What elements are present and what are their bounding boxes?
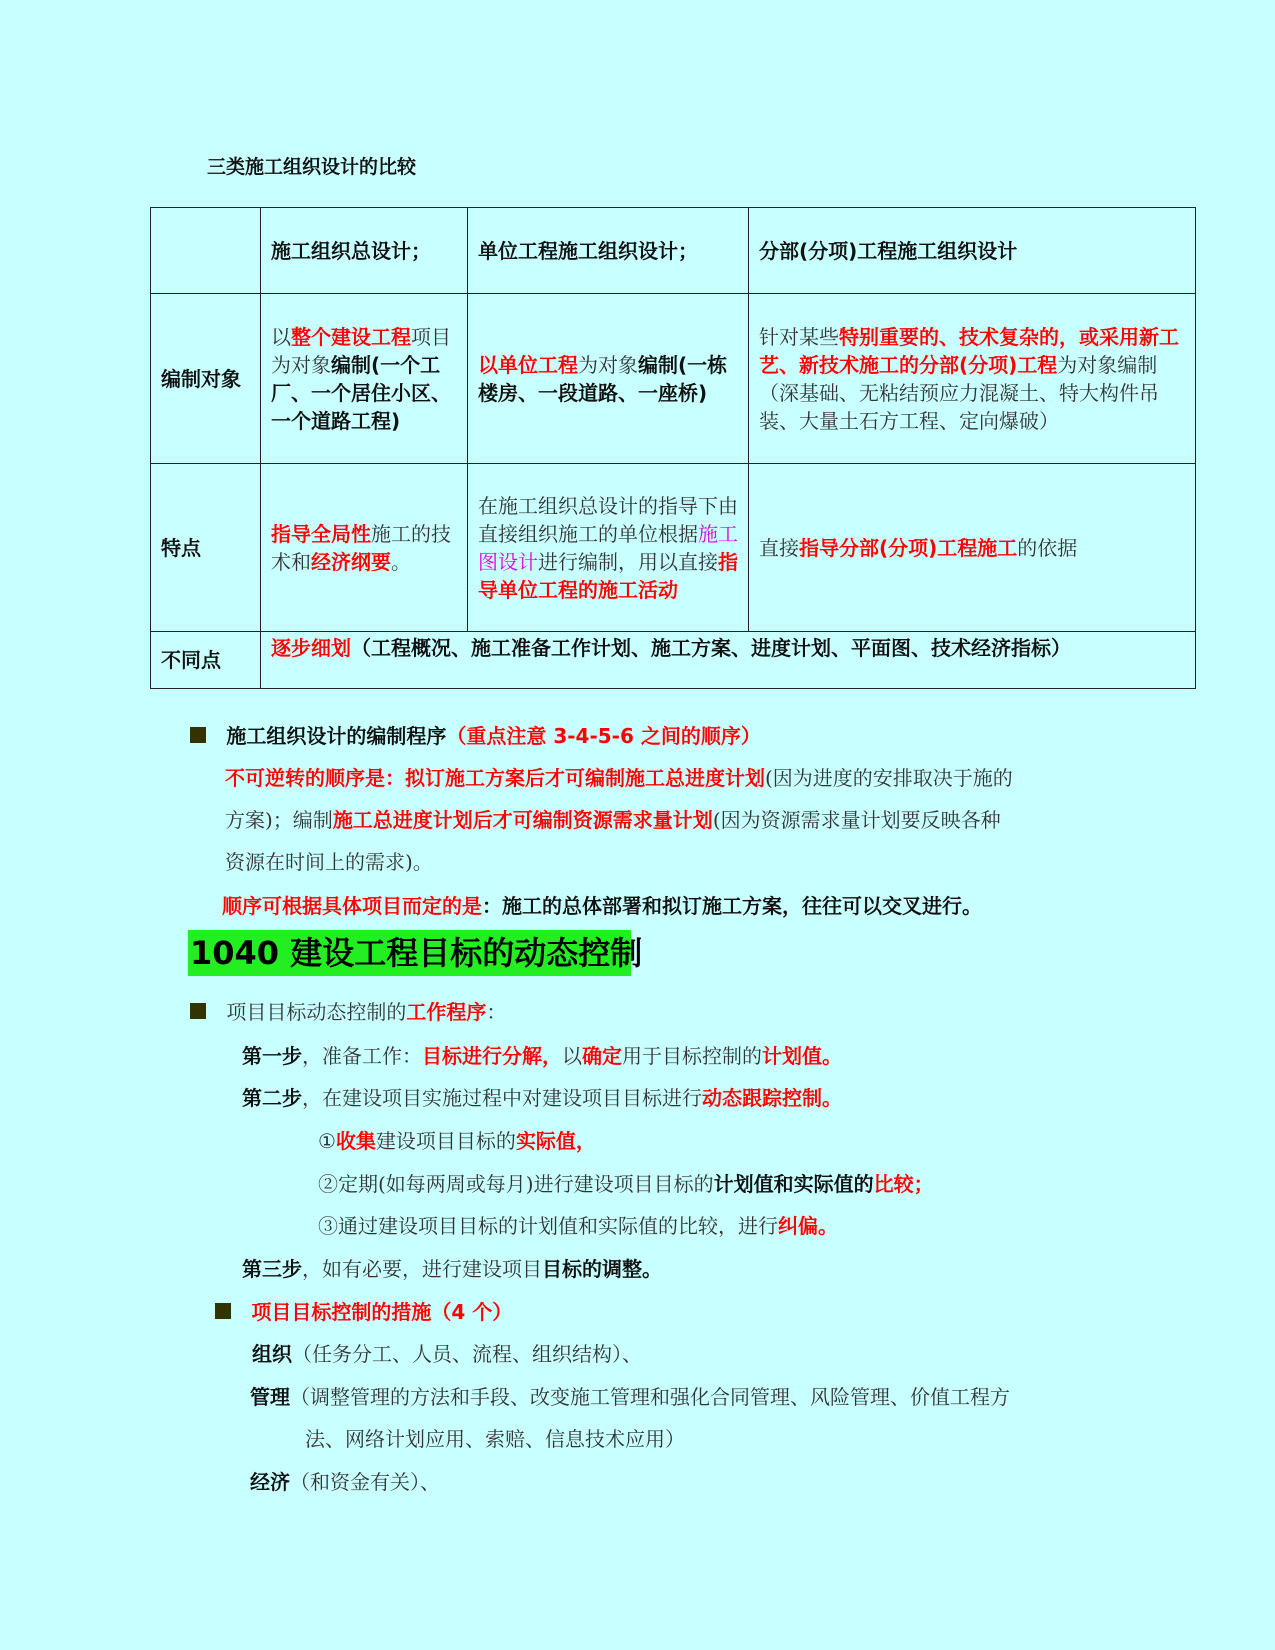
procedure-line-1: 不可逆转的顺序是：拟订施工方案后才可编制施工总进度计划(因为进度的安排取决于施的 bbox=[225, 766, 1013, 790]
step-2-sub-2: ②定期(如每两周或每月)进行建设项目目标的计划值和实际值的比较； bbox=[318, 1172, 934, 1196]
measure-economic: 经济（和资金有关）、 bbox=[250, 1470, 440, 1494]
measure-management-cont: 法、网络计划应用、索赔、信息技术应用） bbox=[305, 1427, 685, 1451]
document-title: 三类施工组织设计的比较 bbox=[207, 156, 417, 178]
square-bullet-icon bbox=[190, 1003, 206, 1019]
step-2-sub-3: ③通过建设项目目标的计划值和实际值的比较，进行纠偏。 bbox=[318, 1214, 838, 1238]
table-row bbox=[151, 464, 1196, 632]
procedure-line-4: 顺序可根据具体项目而定的是：施工的总体部署和拟订施工方案，往往可以交叉进行。 bbox=[222, 894, 982, 918]
step-3: 第三步，如有必要，进行建设项目目标的调整。 bbox=[242, 1257, 662, 1281]
header-cell-sub: 分部(分项)工程施工组织设计 bbox=[749, 208, 1196, 294]
step-2-sub-1: ①收集建设项目目标的实际值， bbox=[318, 1129, 596, 1153]
table-row bbox=[151, 294, 1196, 464]
table-row bbox=[151, 632, 1196, 689]
measure-organization: 组织（任务分工、人员、流程、组织结构）、 bbox=[252, 1342, 642, 1366]
dynamic-heading: 项目目标动态控制的工作程序： bbox=[190, 996, 506, 1025]
step-1: 第一步，准备工作：目标进行分解，以确定用于目标控制的计划值。 bbox=[242, 1044, 842, 1068]
cell-difference: 逐步细划（工程概况、施工准备工作计划、施工方案、进度计划、平面图、技术经济指标） bbox=[261, 632, 1196, 689]
header-cell-empty bbox=[151, 208, 261, 294]
square-bullet-icon bbox=[215, 1303, 231, 1319]
row-label-feature: 特点 bbox=[151, 464, 261, 632]
table-header-row bbox=[151, 208, 1196, 294]
section-heading: 1040 建设工程目标的动态控制 bbox=[188, 930, 631, 976]
header-cell-unit: 单位工程施工组织设计； bbox=[468, 208, 749, 294]
cell-feature-overall: 指导全局性施工的技术和经济纲要。 bbox=[261, 464, 468, 632]
cell-object-overall: 以整个建设工程项目为对象编制(一个工厂、一个居住小区、一个道路工程) bbox=[261, 294, 468, 464]
measures-heading: 项目目标控制的措施（4 个） bbox=[215, 1296, 512, 1325]
cell-object-sub: 针对某些特别重要的、技术复杂的，或采用新工艺、新技术施工的分部(分项)工程为对象编制（深基础、无粘结预应力混凝土、特大构件吊装、大量土石方工程、定向爆破） bbox=[749, 294, 1196, 464]
procedure-line-3: 资源在时间上的需求)。 bbox=[225, 850, 433, 874]
square-bullet-icon bbox=[190, 727, 206, 743]
procedure-heading: 施工组织设计的编制程序（重点注意 3-4-5-6 之间的顺序） bbox=[190, 720, 761, 749]
step-2: 第二步，在建设项目实施过程中对建设项目目标进行动态跟踪控制。 bbox=[242, 1086, 842, 1110]
row-label-object: 编制对象 bbox=[151, 294, 261, 464]
cell-feature-sub: 直接指导分部(分项)工程施工的依据 bbox=[749, 464, 1196, 632]
procedure-line-2: 方案)；编制施工总进度计划后才可编制资源需求量计划(因为资源需求量计划要反映各种 bbox=[225, 808, 1001, 832]
row-label-difference: 不同点 bbox=[151, 632, 261, 689]
measure-management: 管理（调整管理的方法和手段、改变施工管理和强化合同管理、风险管理、价值工程方 bbox=[250, 1385, 1010, 1409]
comparison-table bbox=[150, 207, 1196, 689]
header-cell-overall: 施工组织总设计； bbox=[261, 208, 468, 294]
cell-feature-unit: 在施工组织总设计的指导下由直接组织施工的单位根据施工图设计进行编制，用以直接指导单位工程的施工活动 bbox=[468, 464, 749, 632]
cell-object-unit: 以单位工程为对象编制(一栋楼房、一段道路、一座桥) bbox=[468, 294, 749, 464]
